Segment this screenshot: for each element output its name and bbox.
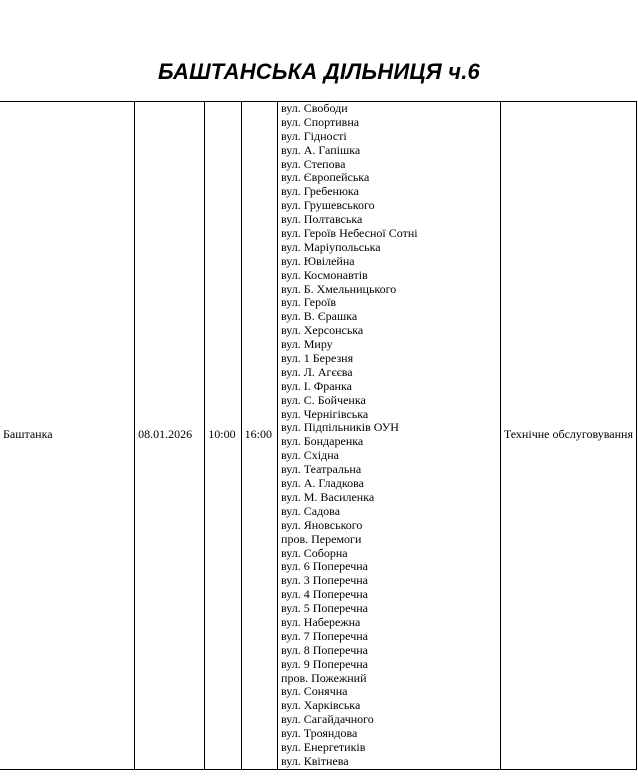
street-item: вул. Енергетиків <box>281 739 366 754</box>
street-item: вул. 9 Поперечна <box>281 656 368 671</box>
streets-cell <box>278 102 501 770</box>
street-item: вул. 1 Березня <box>281 351 354 366</box>
street-item: вул. Трояндова <box>281 726 358 741</box>
street-item: вул. Спортивна <box>281 114 360 129</box>
street-item: вул. Харківська <box>281 698 361 713</box>
street-item: вул. Квітнева <box>281 753 349 768</box>
street-item: вул. А. Гапішка <box>281 142 361 157</box>
street-item: вул. М. Василенка <box>281 489 375 504</box>
street-item: вул. Чернігівська <box>281 406 369 421</box>
street-item: вул. 6 Поперечна <box>281 559 368 574</box>
page-title: БАШТАНСЬКА ДІЛЬНИЦЯ ч.6 <box>158 59 480 84</box>
street-item: вул. А. Гладкова <box>281 476 364 491</box>
outage-schedule-table <box>0 101 637 770</box>
street-item: вул. Космонавтів <box>281 267 368 282</box>
street-item: вул. Л. Агєєва <box>281 364 353 379</box>
street-item: вул. Садова <box>281 503 341 518</box>
street-item: вул. Грушевського <box>281 198 375 213</box>
street-item: вул. Набережна <box>281 614 361 629</box>
street-item: вул. Свободи <box>281 101 348 115</box>
start-time-cell: 10:00 <box>205 102 241 770</box>
street-item: пров. Пожежний <box>281 670 367 685</box>
street-item: вул. Яновського <box>281 517 363 532</box>
street-item: вул. Б. Хмельницького <box>281 281 397 296</box>
street-item: вул. Маріупольська <box>281 239 381 254</box>
street-item: вул. І. Франка <box>281 378 352 393</box>
street-item: вул. Бондаренка <box>281 434 364 449</box>
street-item: вул. 5 Поперечна <box>281 601 368 616</box>
street-item: вул. Європейська <box>281 170 370 185</box>
street-item: вул. Полтавська <box>281 212 363 227</box>
street-item: вул. Гребенюка <box>281 184 359 199</box>
table-row <box>0 102 637 770</box>
street-item: вул. 4 Поперечна <box>281 587 368 602</box>
street-item: вул. Героїв Небесної Сотні <box>281 226 418 241</box>
end-time-cell: 16:00 <box>241 102 277 770</box>
street-item: вул. Героїв <box>281 295 337 310</box>
street-item: вул. Херсонська <box>281 323 364 338</box>
street-item: вул. Ювілейна <box>281 253 355 268</box>
street-item: вул. С. Бойченка <box>281 392 366 407</box>
date-cell: 08.01.2026 <box>135 102 205 770</box>
street-item: вул. 8 Поперечна <box>281 642 368 657</box>
reason-cell: Технічне обслуговування <box>500 102 636 770</box>
street-item: вул. Східна <box>281 448 339 463</box>
street-item: вул. В. Єрашка <box>281 309 358 324</box>
locality-cell: Баштанка <box>0 102 135 770</box>
street-item: вул. Миру <box>281 337 333 352</box>
street-item: вул. Театральна <box>281 462 362 477</box>
street-list <box>281 102 497 769</box>
street-item: вул. 3 Поперечна <box>281 573 368 588</box>
street-item: вул. Гідності <box>281 128 347 143</box>
street-item: вул. Сагайдачного <box>281 712 374 727</box>
street-item: вул. Підпільників ОУН <box>281 420 399 435</box>
street-item: вул. Сонячна <box>281 684 348 699</box>
street-item: пров. Перемоги <box>281 531 362 546</box>
street-item: вул. Степова <box>281 156 346 171</box>
street-item: вул. Соборна <box>281 545 348 560</box>
street-item: вул. 7 Поперечна <box>281 628 368 643</box>
